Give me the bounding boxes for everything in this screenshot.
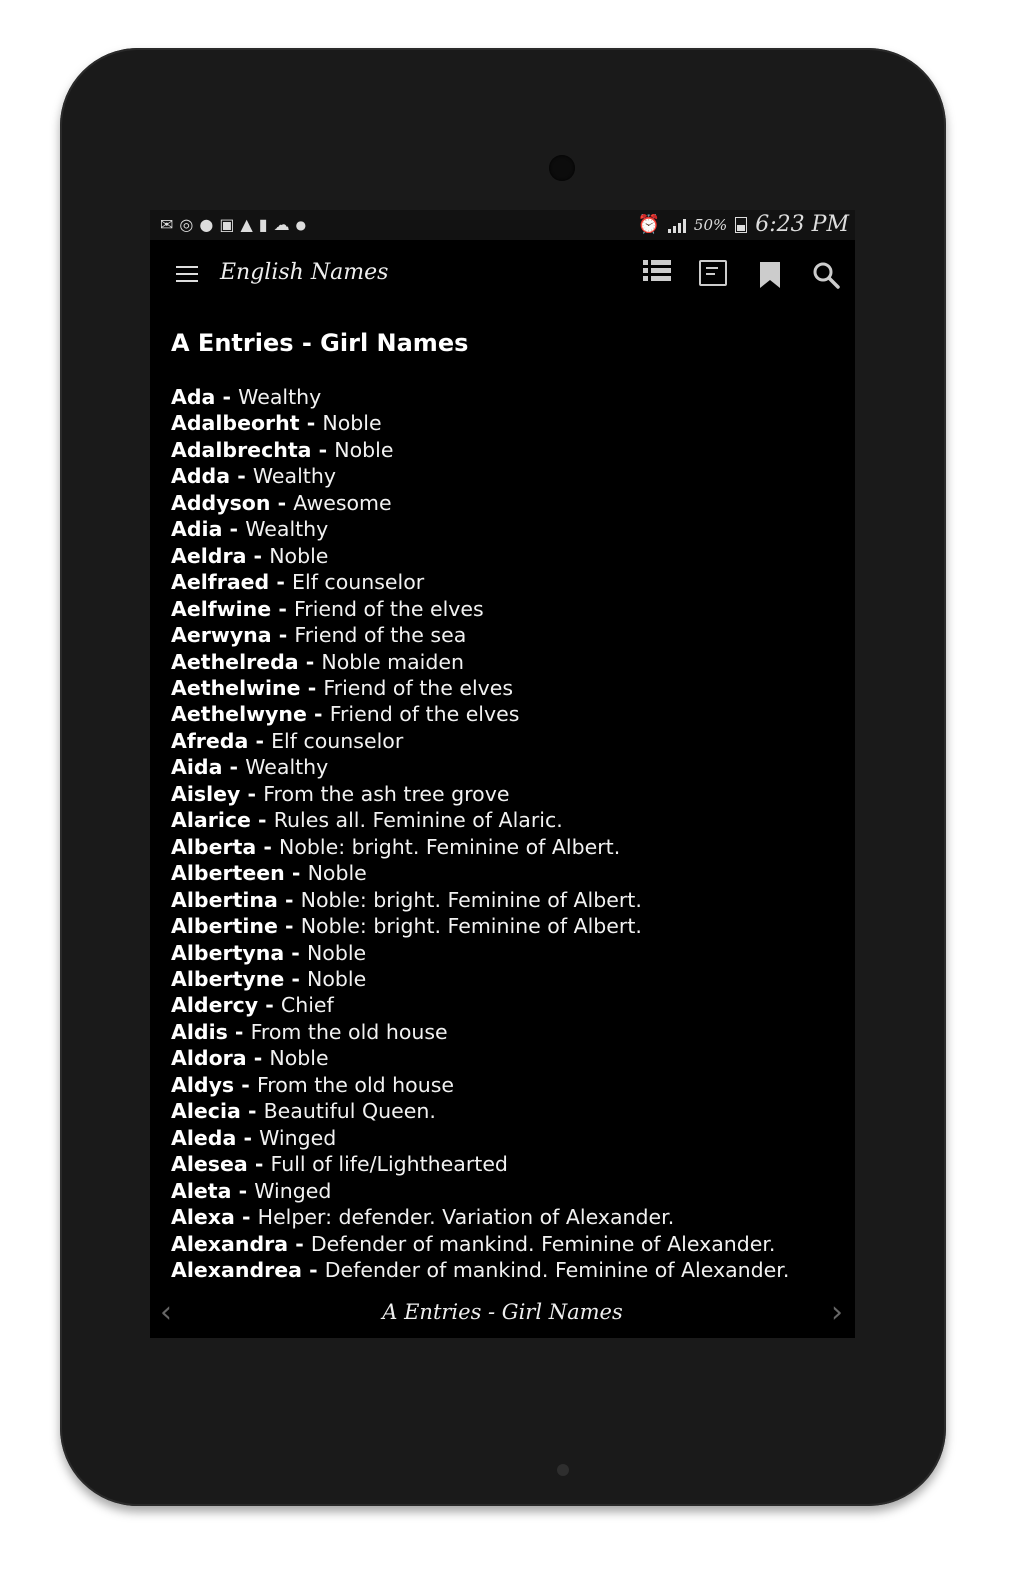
entry-meaning: Friend of the sea (294, 623, 467, 648)
entry-name: Aethelreda (171, 649, 299, 674)
entry-name: Albertyna (171, 940, 285, 965)
list-item: Aelfraed - Elf counselor (171, 570, 425, 595)
front-camera (549, 155, 575, 181)
entry-meaning: Noble (269, 543, 329, 568)
entry-name: Alexa (171, 1205, 235, 1230)
list-item: Alexandrea - Defender of mankind. Feminine of Alexander. (171, 1257, 790, 1282)
list-view-icon[interactable] (643, 260, 673, 290)
entry-meaning: Noble (334, 437, 394, 462)
status-bar (150, 210, 855, 240)
entry-name: Aelfwine (171, 596, 272, 621)
list-item: Adalbeorht - Noble (171, 411, 382, 436)
entry-meaning: Elf counselor (292, 570, 425, 595)
list-item: Aldys - From the old house (171, 1072, 454, 1097)
list-item: Alecia - Beautiful Queen. (171, 1099, 436, 1124)
entry-meaning: Helper: defender. Variation of Alexander. (257, 1205, 675, 1230)
entry-name: Alberteen (171, 861, 285, 886)
entry-name: Aleta (171, 1178, 232, 1203)
home-sensor (557, 1464, 569, 1476)
entry-meaning: Noble: bright. Feminine of Albert. (300, 887, 642, 912)
app-title: English Names (220, 260, 389, 285)
entry-meaning: Noble (307, 966, 367, 991)
cloud-upload-icon: ☁ (273, 215, 290, 234)
entry-name: Adalbeorht (171, 411, 300, 436)
entry-meaning: Wealthy (245, 755, 329, 780)
entry-name: Afreda (171, 728, 249, 753)
list-item: Aeldra - Noble (171, 543, 329, 568)
list-item: Aldercy - Chief (171, 993, 334, 1018)
device-screen (150, 210, 855, 1338)
previous-page-icon[interactable]: ‹ (160, 1295, 172, 1330)
entry-meaning: Full of life/Lighthearted (270, 1152, 508, 1177)
entry-name: Aida (171, 755, 223, 780)
search-icon[interactable] (811, 260, 841, 290)
battery-percent: 50% (693, 215, 728, 234)
gallery-icon: ▣ (219, 215, 235, 234)
list-item: Albertine - Noble: bright. Feminine of Albert. (171, 914, 642, 939)
list-item: Aelfwine - Friend of the elves (171, 596, 484, 621)
list-item: Alberta - Noble: bright. Feminine of Albert. (171, 834, 621, 859)
entry-name: Alexandrea (171, 1257, 302, 1282)
entry-meaning: From the old house (250, 1019, 448, 1044)
entry-meaning: Friend of the elves (293, 596, 484, 621)
entry-meaning: Awesome (293, 490, 392, 515)
list-item: Adia - Wealthy (171, 517, 329, 542)
entry-meaning: Wealthy (252, 464, 336, 489)
entry-meaning: Wealthy (238, 385, 322, 409)
page-footer (150, 1288, 855, 1338)
entry-meaning: Noble (307, 861, 367, 886)
entry-name: Alesea (171, 1152, 248, 1177)
entry-name: Alecia (171, 1099, 241, 1124)
entry-name: Addyson (171, 490, 271, 515)
entry-name: Aleda (171, 1125, 237, 1150)
list-item: Aethelwine - Friend of the elves (171, 675, 514, 700)
whatsapp-icon: ◎ (179, 215, 194, 234)
footer-title: A Entries - Girl Names (382, 1300, 623, 1324)
entry-meaning: Rules all. Feminine of Alaric. (273, 808, 563, 833)
mail-icon: ✉ (160, 215, 174, 234)
list-item: Alberteen - Noble (171, 861, 367, 886)
list-item: Albertyne - Noble (171, 966, 367, 991)
list-item: Aleda - Winged (171, 1125, 337, 1150)
clock: 6:23 PM (755, 212, 849, 237)
entry-meaning: Chief (280, 993, 334, 1018)
entry-name: Albertine (171, 914, 278, 939)
next-page-icon[interactable]: › (831, 1295, 843, 1330)
telegram-icon: ● (199, 215, 214, 234)
entry-meaning: Beautiful Queen. (263, 1099, 436, 1124)
entry-name: Adalbrechta (171, 437, 312, 462)
list-item: Albertina - Noble: bright. Feminine of Albert. (171, 887, 642, 912)
list-item: Aerwyna - Friend of the sea (171, 623, 467, 648)
entry-name: Aelfraed (171, 570, 270, 595)
list-item: Alesea - Full of life/Lighthearted (171, 1152, 508, 1177)
app-bar (150, 240, 855, 310)
entry-meaning: Friend of the elves (323, 675, 514, 700)
entry-name: Ada (171, 385, 216, 409)
hamburger-menu-icon[interactable] (176, 266, 198, 282)
list-item: Aethelreda - Noble maiden (171, 649, 464, 674)
entry-meaning: Noble (306, 940, 367, 965)
list-item: Aleta - Winged (171, 1178, 332, 1203)
entry-name: Aethelwine (171, 675, 301, 700)
entry-meaning: Defender of mankind. Feminine of Alexander. (310, 1231, 776, 1256)
warning-icon: ▲ (240, 215, 253, 234)
entry-name: Aisley (171, 781, 241, 806)
entry-meaning: Winged (259, 1125, 337, 1150)
entry-meaning: Winged (254, 1178, 332, 1203)
entry-name: Aeldra (171, 543, 247, 568)
list-item: Aldora - Noble (171, 1046, 329, 1071)
list-item: Alexa - Helper: defender. Variation of Alexander. (171, 1205, 675, 1230)
list-item: Adalbrechta - Noble (171, 437, 394, 462)
entry-name: Albertina (171, 887, 278, 912)
list-item: Aldis - From the old house (171, 1019, 448, 1044)
trash-icon: ▮ (258, 215, 268, 234)
entry-name: Alberta (171, 834, 257, 859)
signal-icon (668, 217, 686, 233)
entry-name: Albertyne (171, 966, 285, 991)
notification-icons (160, 215, 306, 235)
entry-meaning: Wealthy (245, 517, 329, 542)
entry-meaning: Noble (322, 411, 382, 436)
entry-name: Aethelwyne (171, 702, 307, 727)
list-item: Aethelwyne - Friend of the elves (171, 702, 520, 727)
entry-meaning: Noble: bright. Feminine of Albert. (279, 834, 621, 859)
list-item: Ada - Wealthy (171, 385, 322, 409)
entry-meaning: From the ash tree grove (263, 781, 510, 806)
list-item: Albertyna - Noble (171, 940, 367, 965)
list-item: Afreda - Elf counselor (171, 728, 404, 753)
entry-name: Aerwyna (171, 623, 272, 648)
notes-icon[interactable] (699, 260, 729, 290)
content-area (171, 328, 851, 1283)
name-list (171, 384, 851, 1283)
section-title: A Entries - Girl Names (171, 329, 469, 357)
system-status (638, 212, 850, 237)
alarm-icon: ⏰ (637, 214, 660, 235)
entry-meaning: Elf counselor (271, 728, 404, 753)
entry-name: Aldora (171, 1046, 247, 1071)
list-item: Addyson - Awesome (171, 490, 392, 515)
entry-meaning: Noble maiden (321, 649, 464, 674)
list-item: Adda - Wealthy (171, 464, 336, 489)
entry-name: Alarice (171, 808, 251, 833)
list-item: Aida - Wealthy (171, 755, 329, 780)
entry-meaning: From the old house (256, 1072, 454, 1097)
entry-meaning: Friend of the elves (329, 702, 520, 727)
entry-name: Aldys (171, 1072, 235, 1097)
bookmark-icon[interactable] (757, 260, 787, 290)
entry-meaning: Noble (269, 1046, 329, 1071)
entry-name: Adda (171, 464, 231, 489)
entry-name: Alexandra (171, 1231, 289, 1256)
entry-meaning: Noble: bright. Feminine of Albert. (300, 914, 642, 939)
list-item: Alexandra - Defender of mankind. Feminine of Alexander. (171, 1231, 776, 1256)
dot-icon: ● (295, 218, 307, 232)
entry-name: Aldercy (171, 993, 259, 1018)
list-item: Aisley - From the ash tree grove (171, 781, 510, 806)
entry-name: Aldis (171, 1019, 228, 1044)
entry-name: Adia (171, 517, 223, 542)
battery-icon (735, 217, 747, 233)
list-item: Alarice - Rules all. Feminine of Alaric. (171, 808, 563, 833)
entry-meaning: Defender of mankind. Feminine of Alexander. (324, 1257, 790, 1282)
